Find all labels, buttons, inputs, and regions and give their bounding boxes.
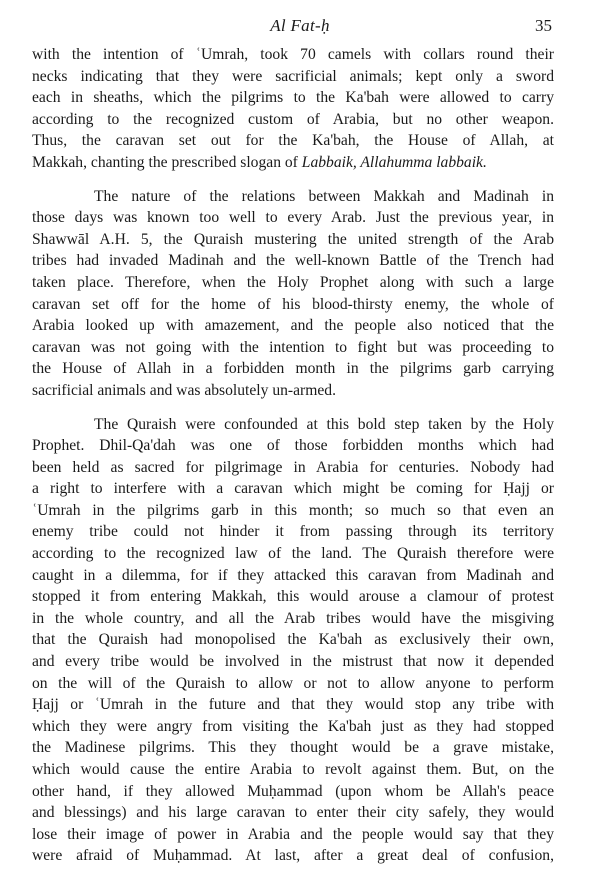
text-line: Thus, the caravan set out for the Ka'bah, the House of Allah, at [32,132,554,150]
text-line: in the whole country, and all the Arab tribes would have the misgiving [32,609,554,627]
text-line: a right to interfere with a caravan which might be coming for Ḥajj or [32,480,554,498]
paragraph-2 [32,186,554,402]
text-line: ʿUmrah in the pilgrims garb in this month; so much so that even an [32,501,554,519]
text-line: The nature of the relations between Makkah and Madinah in [94,187,554,205]
text-run: Makkah, chanting the prescribed slogan of [32,153,302,171]
text-line: the Madinese pilgrims. This they thought would be a grave mistake, [32,739,554,757]
text-line: necks indicating that they were sacrificial animals; kept only a sword [32,67,554,85]
text-line: been held as sacred for pilgrimage in Arabia for centuries. Nobody had [32,458,554,476]
text-line: each in sheaths, which the pilgrims to the Ka'bah were allowed to carry [32,89,554,107]
text-line: according to the recognized custom of Arabia, but no other weapon. [32,110,554,128]
paragraph-1 [32,44,554,174]
paragraph-3 [32,414,554,867]
text-line: that the Quraish had monopolised the Ka'bah as exclusively their own, [32,631,554,649]
text-line: which would cause the entire Arabia to revolt against them. But, on the [32,761,554,778]
text-line: Shawwāl A.H. 5, the Quraish mustering the united strength of the Arab [32,230,554,248]
paragraph-gap [32,174,554,186]
text-line: stopped it from entering Makkah, this would arouse a clamour of protest [32,588,554,606]
text-line: caravan set off for the home of his blood-thirsty enemy, the whole of [32,295,554,313]
running-header [0,16,600,40]
text-line: with the intention of ʿUmrah, took 70 camels with collars round their [32,46,554,63]
text-line: according to the recognized law of the land. The Quraish therefore were [32,545,554,563]
text-line: tribes had invaded Madinah and the well-known Battle of the Trench had [32,252,554,270]
text-line: and blessings) and his large caravan to enter their city safely, they would [32,804,554,822]
text-line: on the will of the Quraish to allow or not to allow anyone to perform [32,674,554,692]
running-title: Al Fat-ḥ [270,16,330,35]
text-line: those days was known too well to every Arab. Just the previous year, in [32,209,554,227]
text-line: were afraid of Muḥammad. At last, after a great deal of confusion, [32,847,554,865]
text-line: caught in a dilemma, for if they attacked this caravan from Madinah and [32,566,554,584]
text-line: The Quraish were confounded at this bold step taken by the Holy [94,415,554,433]
text-line: lose their image of power in Arabia and the people would say that they [32,825,554,843]
body-text [32,44,554,867]
text-line-last: sacrificial animals and was absolutely un-armed. [32,381,336,399]
text-line: Arabia looked up with amazement, and the people also noticed that the [32,317,554,335]
paragraph-gap [32,402,554,414]
text-line: and every tribe would be involved in the mistrust that now it depended [32,653,554,671]
text-line: the House of Allah in a forbidden month in the pilgrims garb carrying [32,360,554,378]
text-line: caravan was not going with the intention to fight but was proceeding to [32,338,554,356]
text-line: other hand, if they allowed Muḥammad (upon whom be Allah's peace [32,782,554,800]
text-line: Ḥajj or ʿUmrah in the future and that they would stop any tribe with [32,696,554,714]
text-line: which they were angry from visiting the Ka'bah just as they had stopped [32,717,554,735]
page-number: 35 [535,16,552,35]
text-line: enemy tribe could not hinder it from passing through its territory [32,523,554,541]
text-line: Prophet. Dhil-Qa'dah was one of those forbidden months which had [32,437,554,455]
text-line-last [32,152,554,174]
italic-slogan: Labbaik, Allahumma labbaik. [301,153,487,171]
text-line: taken place. Therefore, when the Holy Prophet along with such a large [32,273,554,291]
